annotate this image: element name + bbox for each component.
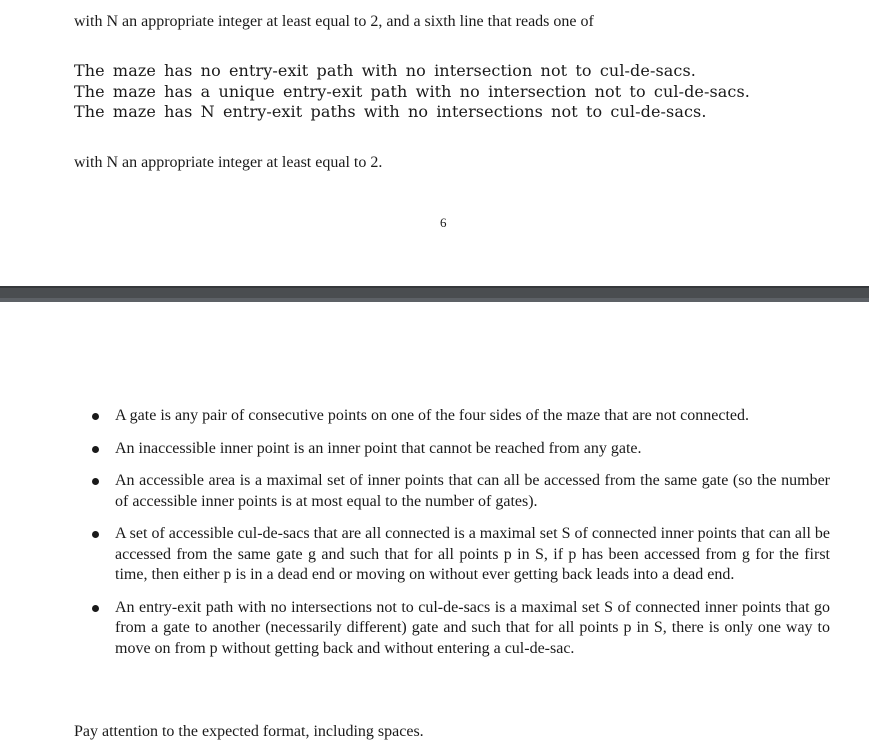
intro-line: with N an appropriate integer at least equal to 2, and a sixth line that reads one of [74,13,594,30]
closing-line: with N an appropriate integer at least equal to 2. [74,154,383,171]
list-item [90,598,830,660]
list-item [90,471,830,512]
bullet-icon [92,605,99,612]
list-item [90,406,830,427]
bullet-icon [92,446,99,453]
list-item-text: A set of accessible cul-de-sacs that are all connected is a maximal set S of connected inner points that can all be accessed from the same gate g and such that for all points p in S, if p has been accessed from g for the first time, then either p is in a dead end or moving on without ever getting back leads into a dead end. [115,525,830,583]
bullet-icon [92,478,99,485]
output-option-line: The maze has a unique entry-exit path with no intersection not to cul-de-sacs. [74,82,750,101]
list-item-text: An accessible area is a maximal set of inner points that can all be accessed from the same gate (so the number of accessible inner points is at most equal to the number of gates). [115,472,830,510]
document-page-top [0,0,869,286]
list-item-text: An inaccessible inner point is an inner point that cannot be reached from any gate. [115,439,642,457]
list-item [90,524,830,586]
bullet-icon [92,413,99,420]
list-item-text: An entry-exit path with no intersections not to cul-de-sacs is a maximal set S of connected inner points that go from a gate to another (necessarily different) gate and such that for all points p in S, there is only one way to move on from p without getting back and without entering a cul-de-sac. [115,598,830,657]
output-option-line: The maze has no entry-exit path with no intersection not to cul-de-sacs. [74,61,696,80]
bullet-icon [92,531,99,538]
list-item-text: A gate is any pair of consecutive points on one of the four sides of the maze that are not connected. [115,407,750,424]
list-item [90,439,830,460]
definitions-list [90,406,830,671]
page-number: 6 [440,215,447,230]
footer-line: Pay attention to the expected format, including spaces. [74,723,424,740]
output-option-line: The maze has N entry-exit paths with no intersections not to cul-de-sacs. [74,102,707,121]
